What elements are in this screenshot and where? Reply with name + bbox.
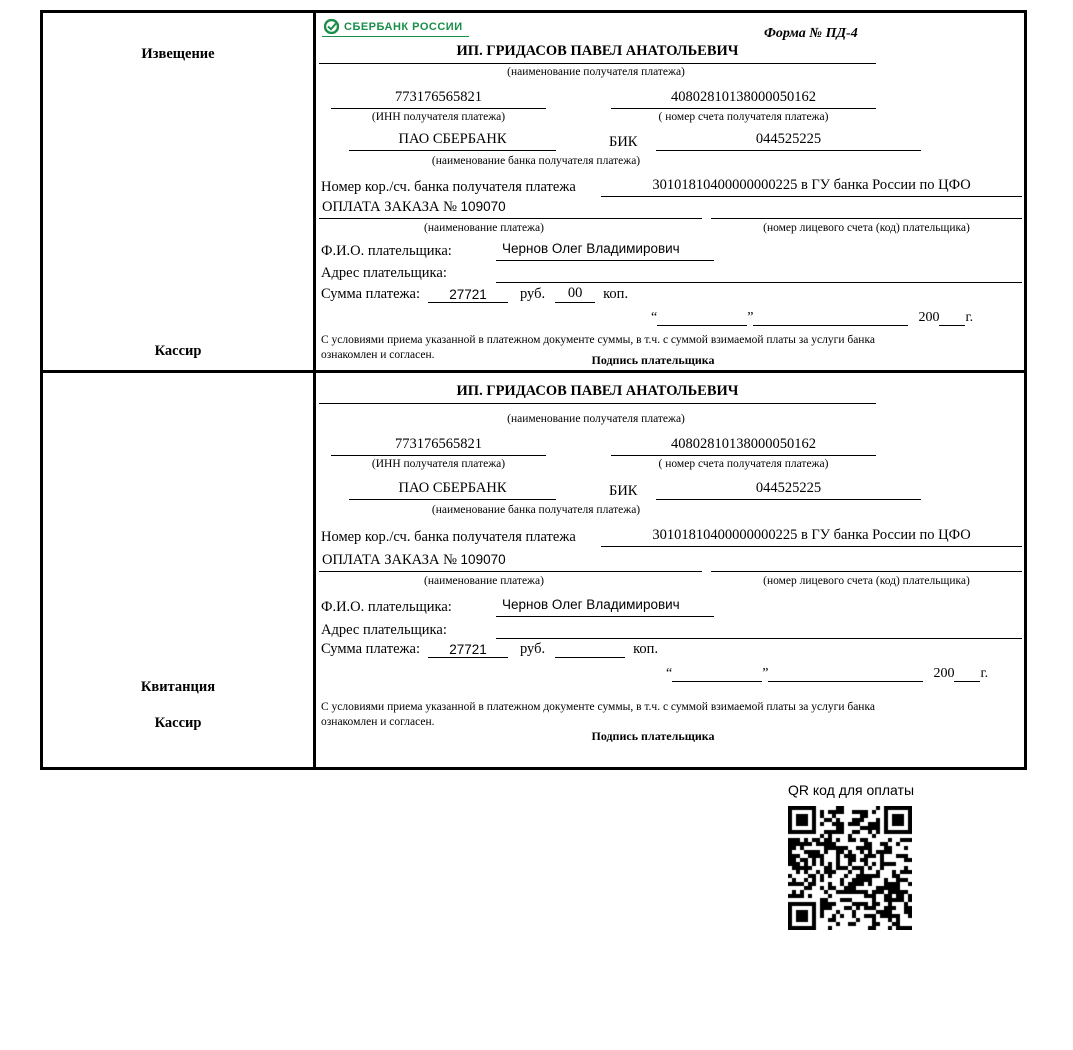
date-row — [651, 310, 973, 326]
receipt-section-label: Квитанция — [140, 679, 216, 695]
kop-label: коп. — [633, 641, 659, 657]
form-title: Форма № ПД-4 — [764, 26, 858, 41]
payment-purpose-prefix: ОПЛАТА ЗАКАЗА № — [322, 552, 457, 568]
payment-purpose-number: 109070 — [460, 199, 506, 214]
payer-name-value: Чернов Олег Владимирович — [496, 241, 714, 261]
account-caption: ( номер счета получателя платежа) — [658, 111, 829, 123]
account-value: 40802810138000050162 — [611, 89, 876, 109]
amount-row — [321, 285, 628, 303]
amount-label: Сумма платежа: — [321, 286, 420, 302]
payer-name-label: Ф.И.О. плательщика: — [321, 243, 452, 259]
date-year-prefix: 200 — [918, 310, 940, 325]
inn-caption: (ИНН получателя платежа) — [371, 111, 506, 123]
open-quote: “ — [666, 666, 673, 681]
notice-left-column — [43, 13, 316, 370]
corr-account-value: 30101810400000000225 в ГУ банка России по ЦФО — [601, 527, 1022, 547]
bik-label: БИК — [609, 483, 638, 499]
pd4-form — [40, 10, 1027, 770]
purpose-caption: (наименование платежа) — [424, 222, 544, 234]
notice-section-label: Извещение — [141, 46, 215, 62]
cashier-label-receipt: Кассир — [154, 715, 202, 731]
date-row — [666, 666, 988, 682]
open-quote: “ — [651, 310, 658, 325]
kopeck-value: 00 — [555, 285, 595, 303]
cashier-label-notice: Кассир — [154, 343, 202, 359]
qr-code-label: QR код для оплаты — [788, 782, 915, 798]
kop-label: коп. — [603, 286, 629, 302]
corr-account-value: 30101810400000000225 в ГУ банка России по ЦФО — [601, 177, 1022, 197]
personal-account-caption: (номер лицевого счета (код) плательщика) — [763, 575, 970, 587]
amount-label: Сумма платежа: — [321, 641, 420, 657]
corr-account-label: Номер кор./сч. банка получателя платежа — [321, 179, 576, 195]
receipt-section — [43, 370, 1024, 767]
close-quote: ” — [747, 310, 754, 325]
bank-caption: (наименование банка получателя платежа) — [431, 504, 641, 516]
payer-address-blank — [496, 620, 1022, 639]
account-value: 40802810138000050162 — [611, 436, 876, 456]
rub-label: руб. — [520, 641, 546, 657]
sberbank-logo — [322, 19, 469, 37]
personal-account-blank — [711, 552, 1022, 572]
bik-label: БИК — [609, 134, 638, 150]
personal-account-caption: (номер лицевого счета (код) плательщика) — [763, 222, 970, 234]
date-day-blank — [672, 681, 762, 682]
date-year-blank — [939, 325, 965, 326]
receipt-left-column — [43, 373, 316, 767]
account-caption: ( номер счета получателя платежа) — [658, 458, 829, 470]
date-year-suffix: г. — [980, 666, 989, 681]
date-year-prefix: 200 — [933, 666, 955, 681]
receipt-form-body — [316, 373, 1024, 767]
recipient-name: ИП. ГРИДАСОВ ПАВЕЛ АНАТОЛЬЕВИЧ — [319, 43, 876, 64]
amount-row — [321, 641, 658, 658]
purpose-caption: (наименование платежа) — [424, 575, 544, 587]
bank-name: ПАО СБЕРБАНК — [349, 480, 556, 500]
notice-form-body — [316, 13, 1024, 370]
payment-purpose-number: 109070 — [460, 552, 506, 567]
amount-value: 27721 — [428, 642, 508, 658]
notice-section — [43, 13, 1024, 370]
date-year-blank — [954, 681, 980, 682]
amount-value: 27721 — [428, 287, 508, 303]
bank-caption: (наименование банка получателя платежа) — [431, 155, 641, 167]
date-day-blank — [657, 325, 747, 326]
inn-value: 773176565821 — [331, 436, 546, 456]
recipient-caption: (наименование получателя платежа) — [507, 66, 685, 78]
payer-name-value: Чернов Олег Владимирович — [496, 597, 714, 617]
sberbank-logo-icon — [324, 19, 339, 34]
signature-label: Подпись плательщика — [591, 353, 715, 367]
payment-purpose-prefix: ОПЛАТА ЗАКАЗА № — [322, 199, 457, 215]
recipient-caption: (наименование получателя платежа) — [507, 413, 685, 425]
payer-address-label: Адрес плательщика: — [321, 265, 447, 281]
payer-name-label: Ф.И.О. плательщика: — [321, 599, 452, 615]
inn-caption: (ИНН получателя платежа) — [371, 458, 506, 470]
payer-address-label: Адрес плательщика: — [321, 622, 447, 638]
recipient-name: ИП. ГРИДАСОВ ПАВЕЛ АНАТОЛЬЕВИЧ — [319, 383, 876, 404]
bank-name: ПАО СБЕРБАНК — [349, 131, 556, 151]
bik-value: 044525225 — [656, 131, 921, 151]
date-year-suffix: г. — [965, 310, 974, 325]
inn-value: 773176565821 — [331, 89, 546, 109]
agreement-text: С условиями приема указанной в платежном документе суммы, в т.ч. с суммой взимаемой платы за услуги банка ознакомлен и согласен. — [321, 701, 875, 728]
signature-label: Подпись плательщика — [591, 729, 715, 743]
payment-purpose — [319, 199, 702, 219]
bik-value: 044525225 — [656, 480, 921, 500]
sberbank-logo-text: СБЕРБАНК РОССИИ — [344, 20, 463, 33]
corr-account-label: Номер кор./сч. банка получателя платежа — [321, 529, 576, 545]
payer-address-blank — [496, 264, 1022, 283]
qr-code — [788, 806, 912, 930]
close-quote: ” — [762, 666, 769, 681]
payment-purpose — [319, 552, 702, 572]
rub-label: руб. — [520, 286, 546, 302]
date-month-blank — [768, 681, 923, 682]
kopeck-blank — [555, 657, 625, 658]
date-month-blank — [753, 325, 908, 326]
agreement-text: С условиями приема указанной в платежном документе суммы, в т.ч. с суммой взимаемой платы за услуги банка ознакомлен и согласен. — [321, 334, 875, 361]
personal-account-blank — [711, 199, 1022, 219]
